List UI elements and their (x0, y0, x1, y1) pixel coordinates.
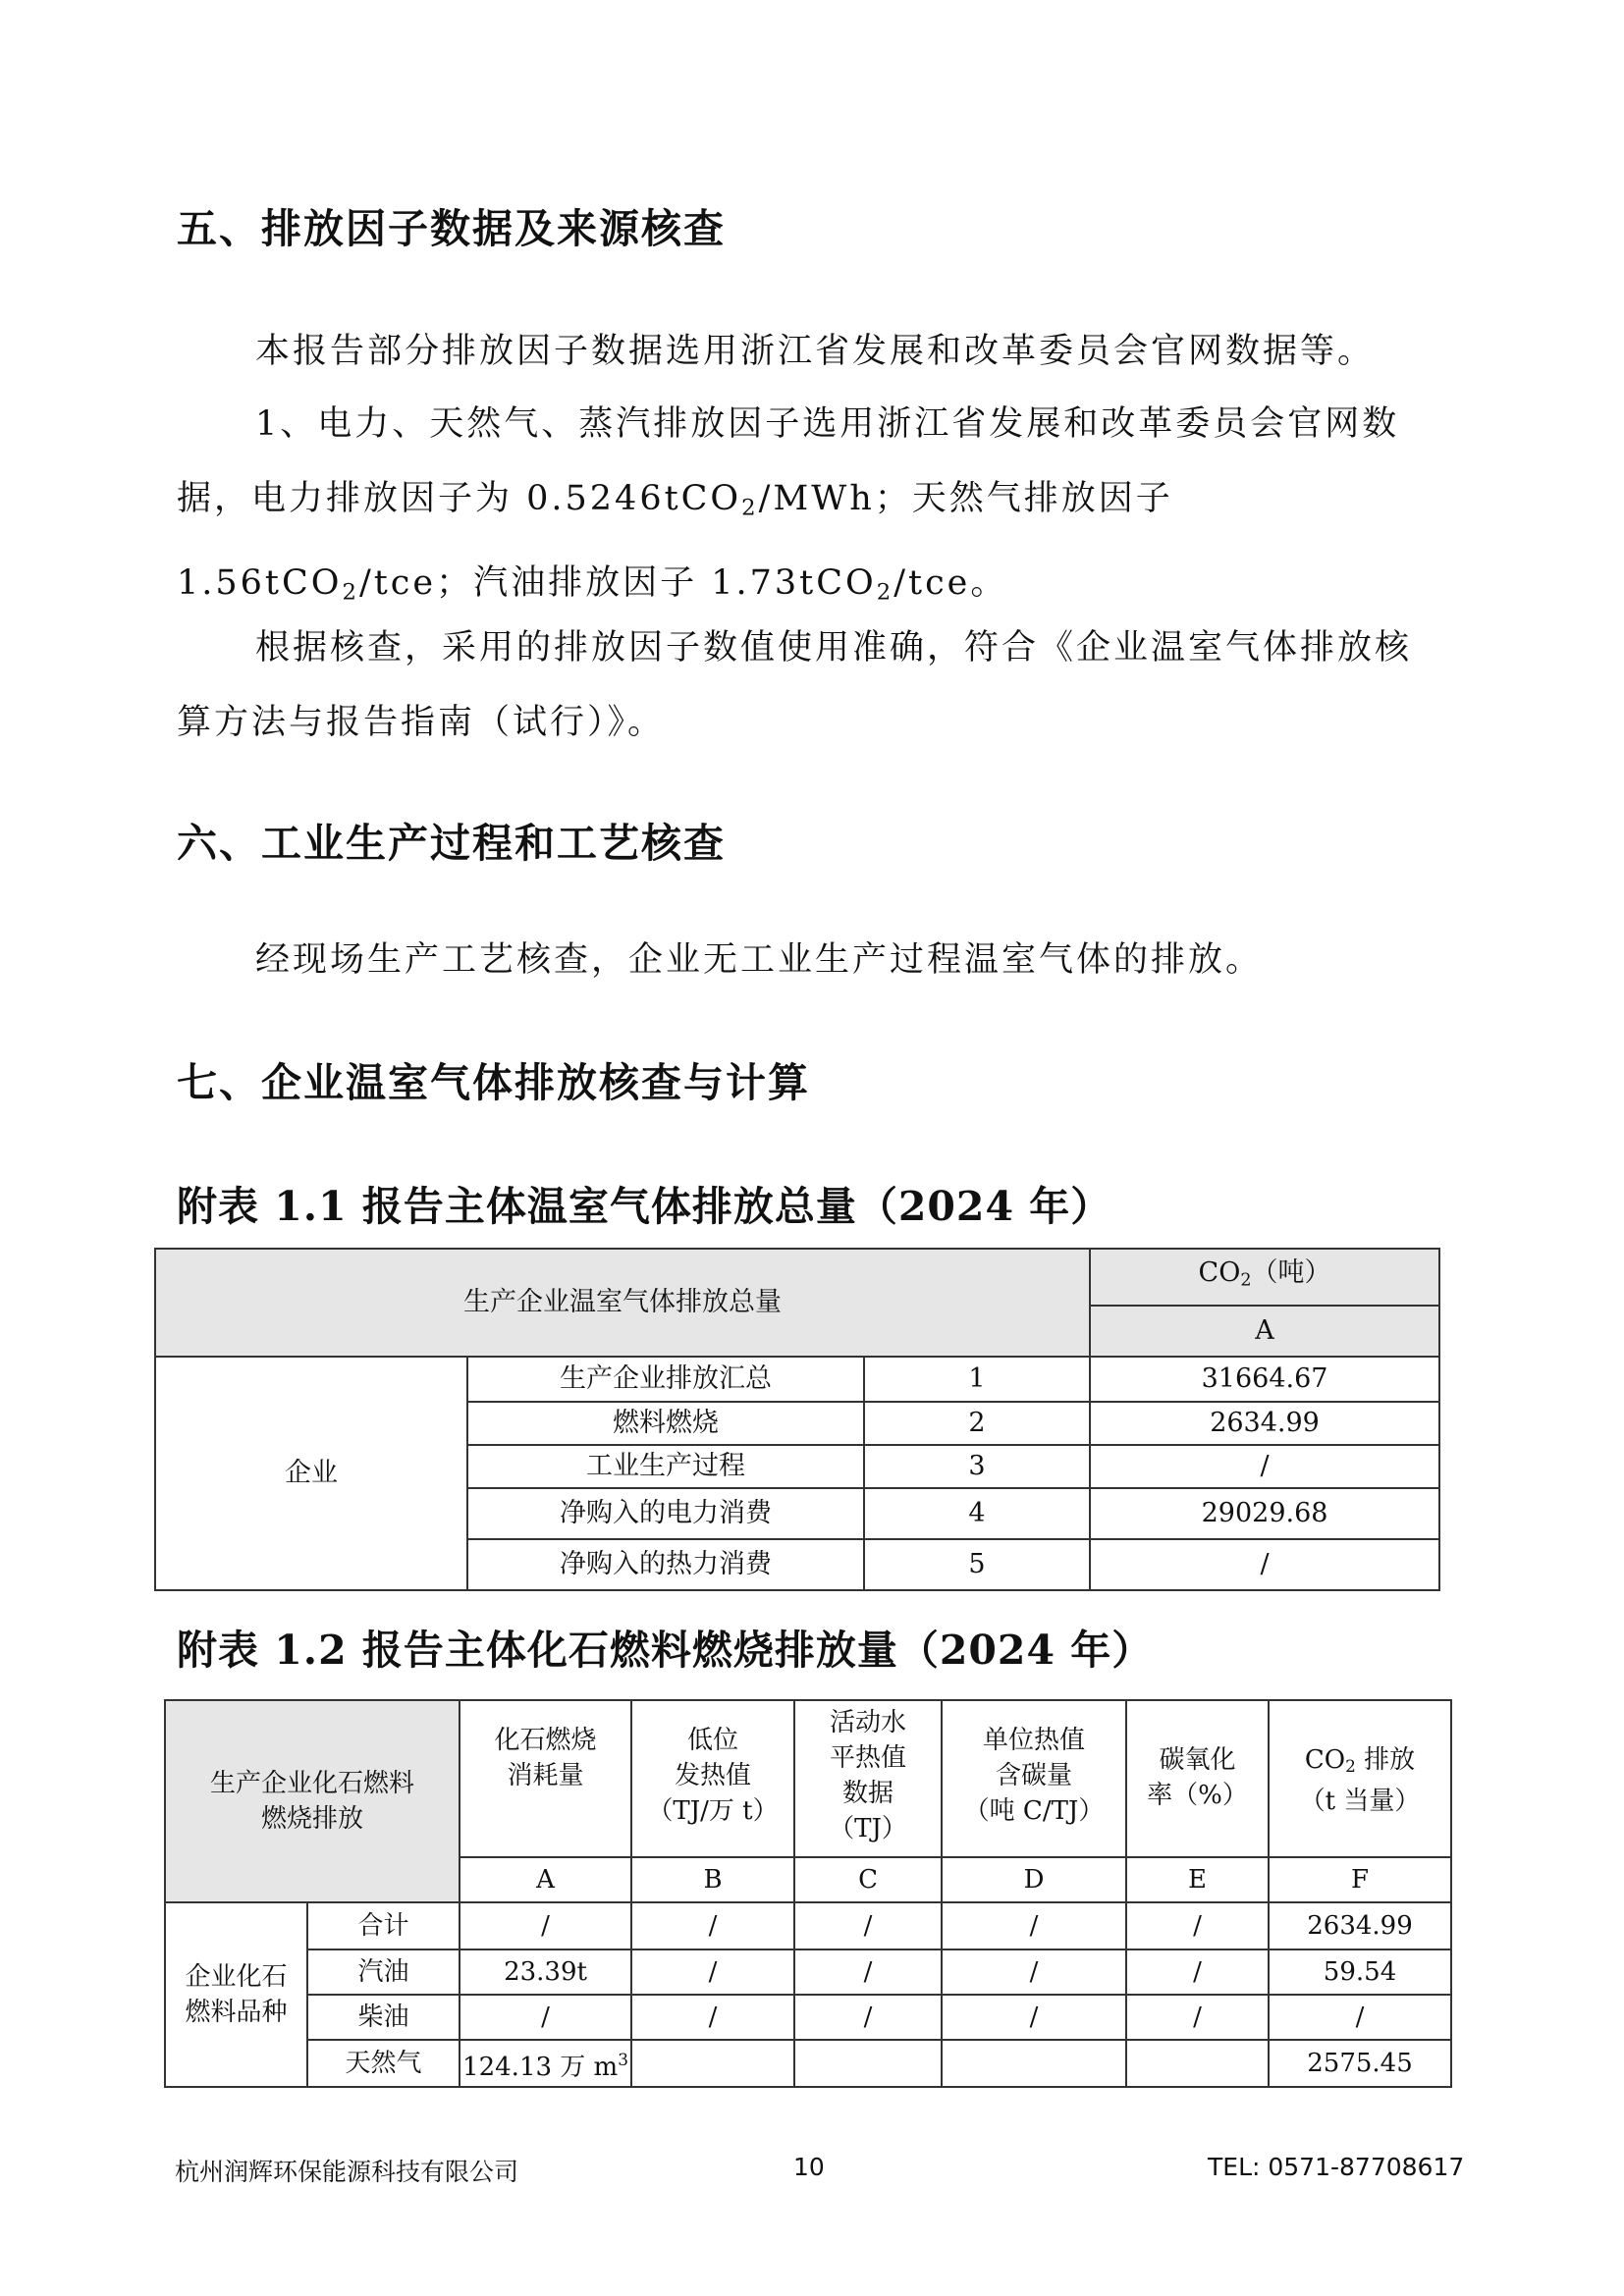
table-cell: / (794, 1902, 942, 1949)
table-cell: 124.13 万 $m^3$ (460, 2040, 631, 2087)
table-row-name: 工业生产过程 (467, 1445, 864, 1488)
table-row-name: 汽油 (307, 1949, 460, 1995)
table-cell: / (631, 1995, 794, 2040)
section-5-para-3: 根据核查，采用的排放因子数值使用准确，符合《企业温室气体排放核算方法与报告指南（试行）》。 (177, 628, 1413, 742)
table-2-letter-e: E (1126, 1857, 1269, 1902)
table-2-letter-f: F (1269, 1857, 1451, 1902)
table-row-no: 1 (864, 1357, 1090, 1402)
table-cell: / (942, 1902, 1126, 1949)
table-row-name: 合计 (307, 1902, 460, 1949)
table-row-name: 柴油 (307, 1995, 460, 2040)
section-5-para-1: 本报告部分排放因子数据选用浙江省发展和改革委员会官网数据等。 (255, 332, 1376, 371)
table-2-col-c-header: 活动水 平热值 数据 （TJ） (794, 1700, 942, 1857)
table-row-no: 3 (864, 1445, 1090, 1488)
table-cell: 2634.99 (1269, 1902, 1451, 1949)
footer-page-number: 10 (793, 2153, 825, 2181)
table-2-col-e-header: 碳氧化 率（%） (1126, 1700, 1269, 1857)
table-2-col-d-header: 单位热值 含碳量 （吨 C/TJ） (942, 1700, 1126, 1857)
table-row-no: 5 (864, 1539, 1090, 1590)
table-cell: / (1126, 1949, 1269, 1995)
table-cell: / (942, 1995, 1126, 2040)
table-cell (1126, 2040, 1269, 2087)
table-row-name: 净购入的电力消费 (467, 1488, 864, 1539)
section-5-para-2: 1、电力、天然气、蒸汽排放因子选用浙江省发展和改革委员会官网数据，电力排放因子为 0.5246tCO$_2$/MWh；天然气排放因子 1.56tCO$_2$/tce；汽油排放因子 1.73tCO$_2$/tce。 (177, 404, 1400, 606)
table-row-value: 2634.99 (1090, 1402, 1439, 1445)
section-5-title: 五、排放因子数据及来源核查 (177, 205, 726, 252)
section-6-para-1: 经现场生产工艺核查，企业无工业生产过程温室气体的排放。 (255, 940, 1264, 980)
footer-tel: TEL: 0571-87708617 (1208, 2153, 1465, 2181)
table-1 (154, 1248, 1440, 1591)
table-cell (942, 2040, 1126, 2087)
table-cell: / (1126, 1995, 1269, 2040)
table-row-name: 燃料燃烧 (467, 1402, 864, 1445)
table-row-no: 4 (864, 1488, 1090, 1539)
table-cell: / (460, 1902, 631, 1949)
table-2-col-f-header: $CO_2$ 排放 （t 当量） (1269, 1700, 1451, 1857)
table-row-name: 生产企业排放汇总 (467, 1357, 864, 1402)
table-2-letter-c: C (794, 1857, 942, 1902)
table-row-name: 天然气 (307, 2040, 460, 2087)
table-2 (164, 1699, 1452, 2088)
table-cell: / (1126, 1902, 1269, 1949)
table-2-group: 企业化石 燃料品种 (165, 1902, 307, 2087)
table-cell: / (460, 1995, 631, 2040)
table-cell: / (794, 1949, 942, 1995)
table-1-header-label: 生产企业温室气体排放总量 (155, 1249, 1090, 1357)
table-cell: / (631, 1902, 794, 1949)
table-1-col-letter: A (1090, 1306, 1439, 1357)
table-row-value: / (1090, 1539, 1439, 1590)
table-2-letter-a: A (460, 1857, 631, 1902)
table-1-group: 企业 (155, 1357, 467, 1590)
table-2-caption: 附表 1.2 报告主体化石燃料燃烧排放量（2024 年） (177, 1627, 1154, 1674)
table-cell: 59.54 (1269, 1949, 1451, 1995)
table-row-value: 31664.67 (1090, 1357, 1439, 1402)
table-cell: 23.39t (460, 1949, 631, 1995)
table-2-letter-b: B (631, 1857, 794, 1902)
table-cell: / (631, 1949, 794, 1995)
table-2-col-a-header: 化石燃烧 消耗量 (460, 1700, 631, 1857)
table-1-header-co2: $CO_2$（吨） (1090, 1249, 1439, 1306)
table-2-col-b-header: 低位 发热值 （TJ/万 t） (631, 1700, 794, 1857)
footer-company: 杭州润辉环保能源科技有限公司 (175, 2158, 519, 2186)
table-row-name: 净购入的热力消费 (467, 1539, 864, 1590)
table-1-caption: 附表 1.1 报告主体温室气体排放总量（2024 年） (177, 1183, 1112, 1230)
table-cell: / (1269, 1995, 1451, 2040)
table-cell (631, 2040, 794, 2087)
table-row-value: 29029.68 (1090, 1488, 1439, 1539)
table-row-no: 2 (864, 1402, 1090, 1445)
table-2-header-label: 生产企业化石燃料 燃烧排放 (165, 1700, 460, 1902)
table-cell: / (794, 1995, 942, 2040)
table-cell: 2575.45 (1269, 2040, 1451, 2087)
table-cell (794, 2040, 942, 2087)
table-cell: / (942, 1949, 1126, 1995)
table-row-value: / (1090, 1445, 1439, 1488)
table-2-letter-d: D (942, 1857, 1126, 1902)
section-6-title: 六、工业生产过程和工艺核查 (177, 820, 726, 867)
section-7-title: 七、企业温室气体排放核查与计算 (177, 1059, 810, 1106)
